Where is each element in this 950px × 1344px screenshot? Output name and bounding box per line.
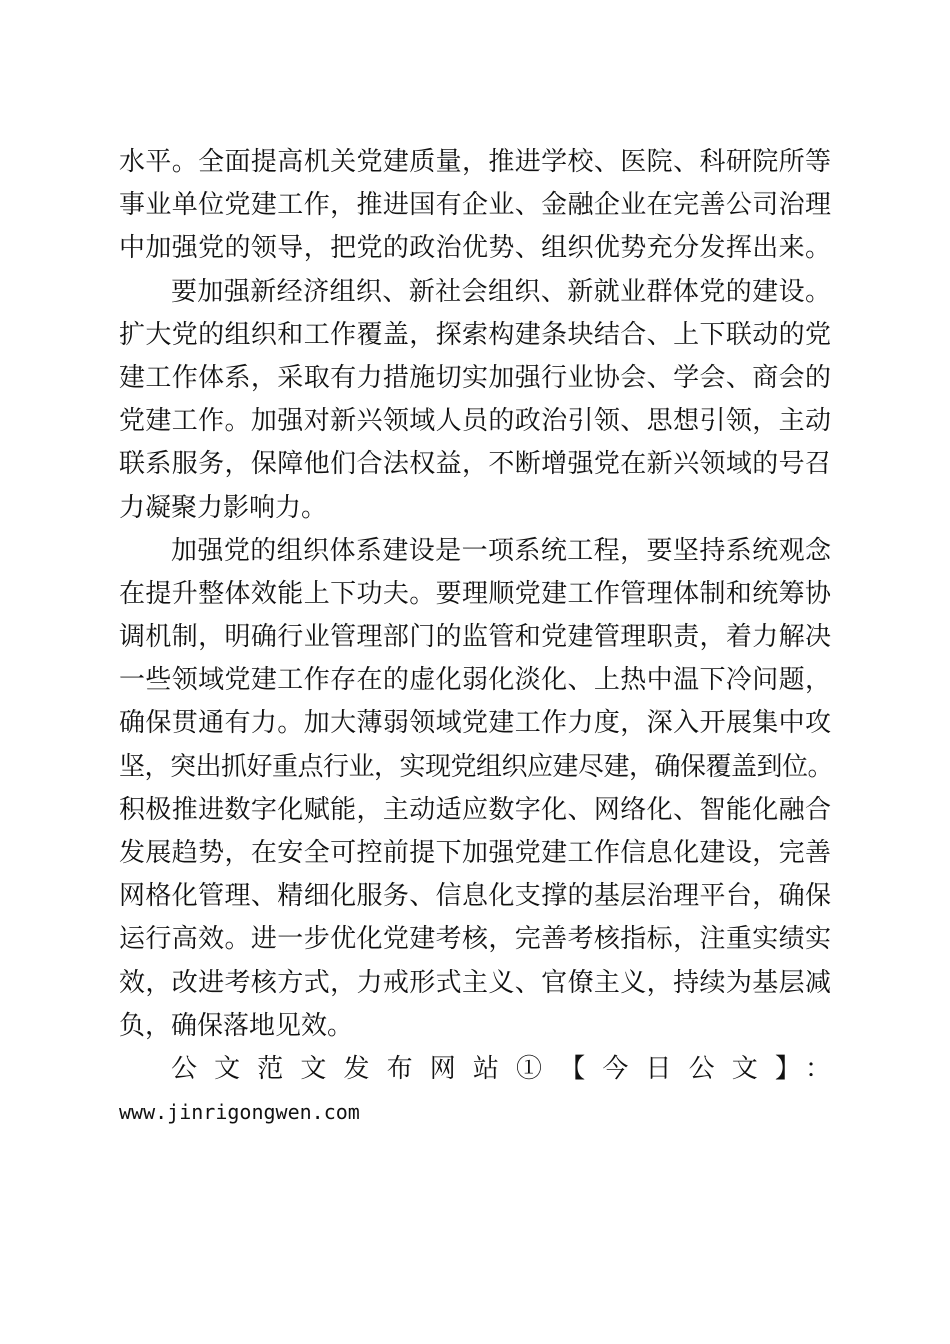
paragraph-line: 一些领域党建工作存在的虚化弱化淡化、上热中温下冷问题， <box>119 665 831 696</box>
paragraph-line: 确保贯通有力。加大薄弱领域党建工作力度，深入开展集中攻 <box>119 708 831 739</box>
paragraph-1 <box>119 141 831 271</box>
paragraph-line: 力凝聚力影响力。 <box>119 492 328 523</box>
paragraph-line: 联系服务，保障他们合法权益，不断增强党在新兴领域的号召 <box>119 449 831 480</box>
paragraph-line: 负，确保落地见效。 <box>119 1010 354 1041</box>
paragraph-line: 积极推进数字化赋能，主动适应数字化、网络化、智能化融合 <box>119 794 831 825</box>
paragraph-line: 党建工作。加强对新兴领域人员的政治引领、思想引领，主动 <box>119 406 831 437</box>
paragraph-line: 中加强党的领导，把党的政治优势、组织优势充分发挥出来。 <box>119 233 831 264</box>
paragraph-line: 运行高效。进一步优化党建考核，完善考核指标，注重实绩实 <box>119 924 831 955</box>
paragraph-2 <box>119 271 831 530</box>
paragraph-line: 调机制，明确行业管理部门的监管和党建管理职责，着力解决 <box>119 622 831 653</box>
paragraph-3 <box>119 530 834 1048</box>
footer-source <box>119 1048 831 1134</box>
paragraph-line: 网格化管理、精细化服务、信息化支撑的基层治理平台，确保 <box>119 881 831 912</box>
paragraph-line: 效，改进考核方式，力戒形式主义、官僚主义，持续为基层减 <box>119 967 831 998</box>
paragraph-line: 要加强新经济组织、新社会组织、新就业群体党的建设。 <box>171 276 831 307</box>
paragraph-line: 加强党的组织体系建设是一项系统工程，要坚持系统观念 <box>171 535 831 566</box>
paragraph-line: 发展趋势，在安全可控前提下加强党建工作信息化建设，完善 <box>119 838 831 868</box>
paragraph-line: 扩大党的组织和工作覆盖，探索构建条块结合、上下联动的党 <box>119 319 831 350</box>
paragraph-line: 在提升整体效能上下功夫。要理顺党建工作管理体制和统筹协 <box>119 578 831 609</box>
paragraph-line: 建工作体系，采取有力措施切实加强行业协会、学会、商会的 <box>119 362 831 393</box>
footer-url[interactable]: www.jinrigongwen.com <box>119 1100 360 1125</box>
paragraph-line: 水平。全面提高机关党建质量，推进学校、医院、科研院所等 <box>119 147 831 177</box>
footer-label: 公文范文发布网站①【今日公文】： <box>171 1053 831 1084</box>
paragraph-line: 坚，突出抓好重点行业，实现党组织应建尽建，确保覆盖到位。 <box>119 751 834 782</box>
paragraph-line: 事业单位党建工作，推进国有企业、金融企业在完善公司治理 <box>119 190 831 221</box>
document-body <box>119 141 834 1134</box>
